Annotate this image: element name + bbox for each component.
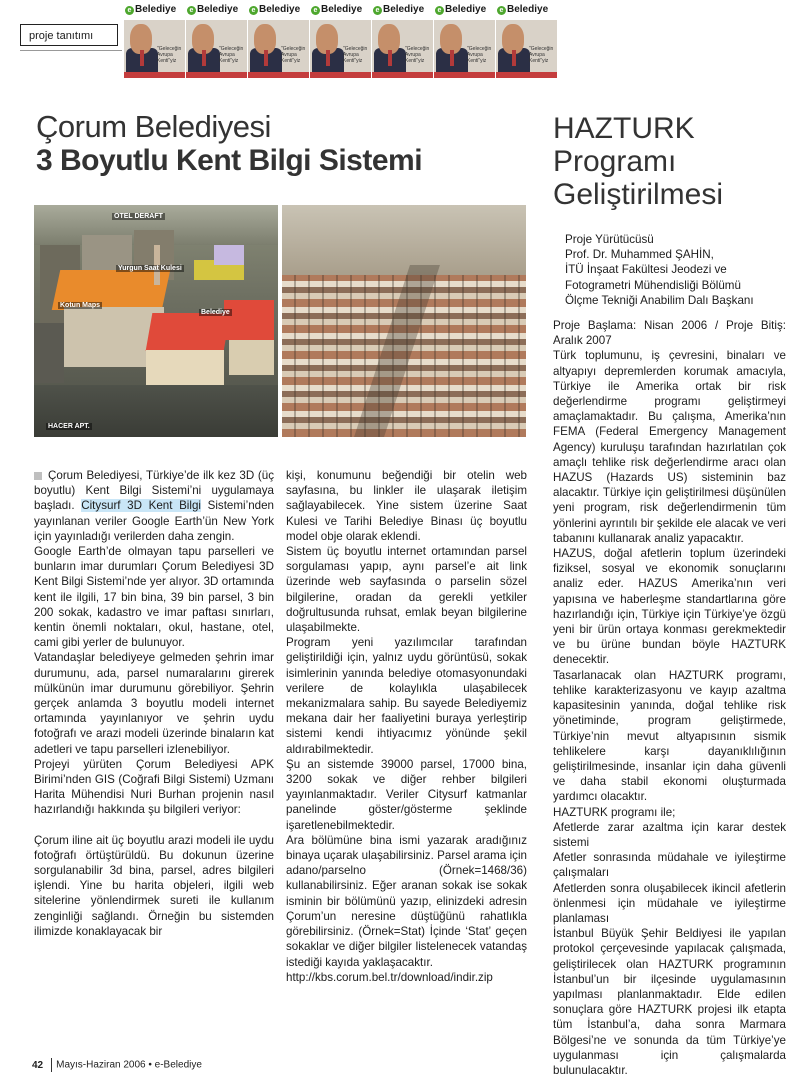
paragraph: Projeyi yürüten Çorum Belediyesi APK Birimi’nden GIS (Coğrafi Bilgi Sistemi) Uzmanı Harita Mühendisi Nuri Burhan projenin nasıl hazırlandığı hakkında şu bilgileri veriyor: [34,757,274,817]
paragraph: kişi, konumunu beğendiği bir otelin web sayfasına, bu linkler ile ulaşarak iletişim sağlayabilecek. Yine sistem üzerine Saat Kulesi ve Tarihi Belediye Binası üç boyutlu model obje olarak eklendi. [286,469,527,543]
paragraph: Google Earth’de olmayan tapu parselleri ve bunların imar durumları Çorum Belediyesi 3D Kent Bilgi Sistemi’nde yer alıyor. 3D ortamında kent ile ilgili, 17 bin bina, 39 bin parsel, 3 bin 200 sokak, kadastro ve imar paftası sınırları, kentin önemli noktaları, okul, hastane, otel, cami gibi yerler de bulunuyor. [34,545,274,650]
paragraph: Çorum Belediyesi, Türkiye’de ilk kez 3D (üç boyutlu) Kent Bilgi Sistemi’ni uygulamaya başladı. Citysurf 3D Kent Bilgi Sistemi’nden yayınlanan veriler Google Earth’ün New York için yayınladığı verilerden daha zengin. [34,469,274,543]
map-label-3: Kotun Maps [60,302,101,309]
portrait-tie [450,50,454,66]
paragraph: Türk toplumunu, iş çevresini, binaları ve altyapıyı depremlerden korumak amacıyla, Türkiye ile Amerika ortak bir risk değerlendirme programı geliştirmeyi amaçlamaktadır. Bu çalışma, Amerika’nın FEMA (Federal Emergency Management Agency) kuruluşu tarafından hazırlatılan çok amaçlı tehlike risk değerlendirme aracı olan HAZUS (Hazards US) sisteminin baz alacaktır. Türkiye için geliştirilmesi düşünülen yeni program, risk değerlendirmenin tüm yönlerini ayrıntılı bir şekilde ele alacak ve veri tabanını kullanarak analiz yapacaktır. [553,349,786,545]
portrait-tie [512,50,516,66]
cover-quote: "Geleceğin Avrupa Kenti"yiz [343,46,368,64]
cover-band [372,72,433,78]
portrait-tie [388,50,392,66]
paragraph: Sistem üç boyutlu internet ortamından parsel sorgulaması yapıp, aynı parsel’e ait link üzerinde web sayfasında o parselin sözel bilgilerine, oradan da gerekli yetkiler doğrultusunda ruhsat, emlak beyan bilgilerine ulaşabilmekte. [286,545,527,635]
title-line-2: 3 Boyutlu Kent Bilgi Sistemi [36,144,423,177]
footer-divider [51,1058,52,1072]
section-rule [20,50,122,51]
article-left-column-2 [286,468,527,985]
cover-quote: "Geleceğin Avrupa Kenti"yiz [467,46,492,64]
magazine-cover-strip [124,2,564,78]
head-line: Ölçme Tekniği Anabilim Dalı Başkanı [565,293,754,307]
paragraph: İstanbul Büyük Şehir Beldiyesi ile yapılan protokol çerçevesinde yapılacak çalışmada, geliştirilecek olan HAZTURK programının İstanbul’un bir ilçesinde uygulamasının yapılması planlanmaktadır. Elde edilen sonuçlara göre HAZTURK projesi ilk etapta tüm İstanbul’a, daha sonra Marmara Bölgesi’ne ve sonunda da tüm Türkiye’ye uygulanması için çalışmalarda bulunulacaktır. [553,927,786,1077]
e-logo-icon: e [187,6,196,15]
paragraph: Tasarlanacak olan HAZTURK programı, tehlike karakterizasyonu ve kayıp azaltma kapasitesinin yanında, doğal tehlike risk yönetiminde, program geliştirmede, Türkiye’nin mevut altyapısının sismik tehlikelere karşı dayanıklılığının geliştirilmesinde, insanlar için daha güvenli ve daha stabil ekonomi oluşturmada yardımcı olacaktır. [553,668,786,804]
e-logo-icon: e [497,6,506,15]
cover-band [434,72,495,78]
title-right-line-3: Geliştirilmesi [553,178,724,211]
highlighted-text: Citysurf 3D Kent Bilgi [81,499,201,513]
map-label-2: Yurgun Saat Kulesi [118,265,182,272]
download-link[interactable]: http://kbs.corum.bel.tr/download/indir.zip [286,970,493,984]
article-right-column [553,232,786,1078]
map-label-5: HACER APT. [48,423,90,430]
head-line: Fotogrametri Mühendisliği Bölümü [565,278,741,292]
belediye-logo: e Belediye [125,4,176,15]
paragraph: Ara bölümüne bina ismi yazarak aradığınız binaya uçarak ulaşabilirsiniz. Parsel arama için adano/parselno (Örnek=1468/36) kullanabilirsiniz. Eğer aranan sokak ise sokak isminin bir bölümünü yazıp, elinizdeki adresin Çorum’un neresine düştüğünü rahatlıkla görebilirsiniz. (Örnek=Stat) İçinde ‘Stat’ geçen sokaklar ve diğer bilgiler listelenecek vatandaş istediği kayıda yaklaşacaktır. [286,833,527,969]
paragraph: Vatandaşlar belediyeye gelmeden şehrin imar durumunu, ada, parsel numaralarını girerek mülkünün imar durumunu görebiliyor. Şehrin gerçek anlamda 3 boyutlu modeli internet ortamında yayınlanıyor ve şehrin uydu fotoğrafı ve arazi modeli üzerinde binaların kat adetleri ve tapu parselleri izlenebiliyor. [34,651,274,756]
title-right-line-2: Programı [553,145,677,178]
e-logo-icon: e [125,6,134,15]
city-aerial-image [282,205,526,437]
paragraph: Çorum iline ait üç boyutlu arazi modeli ile uydu fotoğrafı örtüştürüldü. Bu dokunun üzerine sorgulanabilir 3d bina, parsel, adres bilgileri işlendi. Yine bu harita objeleri, ilgili web sitelerine yönlendirmek sureti ile kullanım zenginliği sağlandı. Örneğin bu sistemden ilimizde konaklayacak bir [34,833,274,938]
portrait-tie [326,50,330,66]
cover-band [124,72,185,78]
e-logo-icon: e [249,6,258,15]
head-line: Prof. Dr. Muhammed ŞAHİN, [565,248,714,262]
belediye-logo: e Belediye [187,4,238,15]
portrait-tie [140,50,144,66]
city-3d-render-image [34,205,278,437]
issue-label: Mayıs-Haziran 2006 • e-Belediye [56,1059,202,1071]
cover-quote: "Geleceğin Avrupa Kenti"yiz [219,46,244,64]
head-line: İTÜ İnşaat Fakültesi Jeodezi ve [565,263,727,277]
page-footer [32,1058,202,1072]
cover-quote: "Geleceğin Avrupa Kenti"yiz [529,46,554,64]
belediye-logo: e Belediye [249,4,300,15]
article-title-right [553,112,783,211]
cover-band [186,72,247,78]
paragraph: Program yeni yazılımcılar tarafından geliştirildiği için, yalnız uydu görüntüsü, sokak isimlerinin yanında belediye otomasyonundaki verilere de kolaylıkla ulaşabilecek mekanizmalara sahip. Bu sayede Belediyemiz mekana dair her faaliyetini buraya yerleştirip sistemi kendi ihtiyacımız yönünde şekil aldırabilmektedir. [286,636,527,756]
project-lead-block [553,232,786,308]
list-item: Afetlerden sonra oluşabilecek ikincil afetlerin önlenmesi için müdahale ve iyileştirme planlaması [553,881,786,925]
title-line-1: Çorum Belediyesi [36,109,271,144]
magazine-cover-thumbnail [372,2,433,78]
title-right-line-1: HAZTURK [553,112,695,145]
bullet-icon [34,472,42,480]
cover-quote: "Geleceğin Avrupa Kenti"yiz [405,46,430,64]
magazine-cover-thumbnail [248,2,309,78]
paragraph: HAZTURK programı ile; [553,805,676,819]
article-title-left [36,110,456,178]
page-number: 42 [32,1059,44,1071]
list-item: Afetler sonrasında müdahale ve iyileştirme çalışmaları [553,851,786,880]
belediye-logo: e Belediye [373,4,424,15]
belediye-logo: e Belediye [497,4,548,15]
cover-quote: "Geleceğin Avrupa Kenti"yiz [281,46,306,64]
e-logo-icon: e [435,6,444,15]
paragraph: HAZUS, doğal afetlerin toplum üzerindeki fiziksel, sosyal ve ekonomik sonuçlarını analiz eder. HAZUS Amerika’nın veri yapısına ve haberleşme standartlarına göre hazırlandığı için, Türkiye için Türkiye’ye özgü yeni bir ürün ortaya konması gerekmektedir ve bu ürüne bundan böyle HAZTURK denecektir. [553,547,786,667]
magazine-cover-thumbnail [496,2,557,78]
paragraph: Proje Başlama: Nisan 2006 / Proje Bitiş: Aralık 2007 [553,319,786,348]
article-left-column-1 [34,468,274,939]
e-logo-icon: e [311,6,320,15]
belediye-logo: e Belediye [311,4,362,15]
paragraph: Şu an sistemde 39000 parsel, 17000 bina, 3200 sokak ve diğer rehber bilgileri yayınlanmaktadır. Veriler Citysurf katmanlar panelinde göster/gösterme şeklinde işaretlenebilmektedir. [286,757,527,832]
head-line: Proje Yürütücüsü [565,233,654,246]
magazine-cover-thumbnail [124,2,185,78]
cover-band [310,72,371,78]
portrait-tie [264,50,268,66]
magazine-cover-thumbnail [434,2,495,78]
cover-band [248,72,309,78]
list-item: Afetlerde zarar azaltma için karar destek sistemi [553,820,786,849]
cover-band [496,72,557,78]
e-logo-icon: e [373,6,382,15]
map-label-1: OTEL DERAFT [114,213,163,220]
portrait-tie [202,50,206,66]
magazine-cover-thumbnail [310,2,371,78]
map-label-4: Belediye [201,309,230,316]
magazine-cover-thumbnail [186,2,247,78]
section-tag: proje tanıtımı [20,24,118,46]
belediye-logo: e Belediye [435,4,486,15]
cover-quote: "Geleceğin Avrupa Kenti"yiz [157,46,182,64]
